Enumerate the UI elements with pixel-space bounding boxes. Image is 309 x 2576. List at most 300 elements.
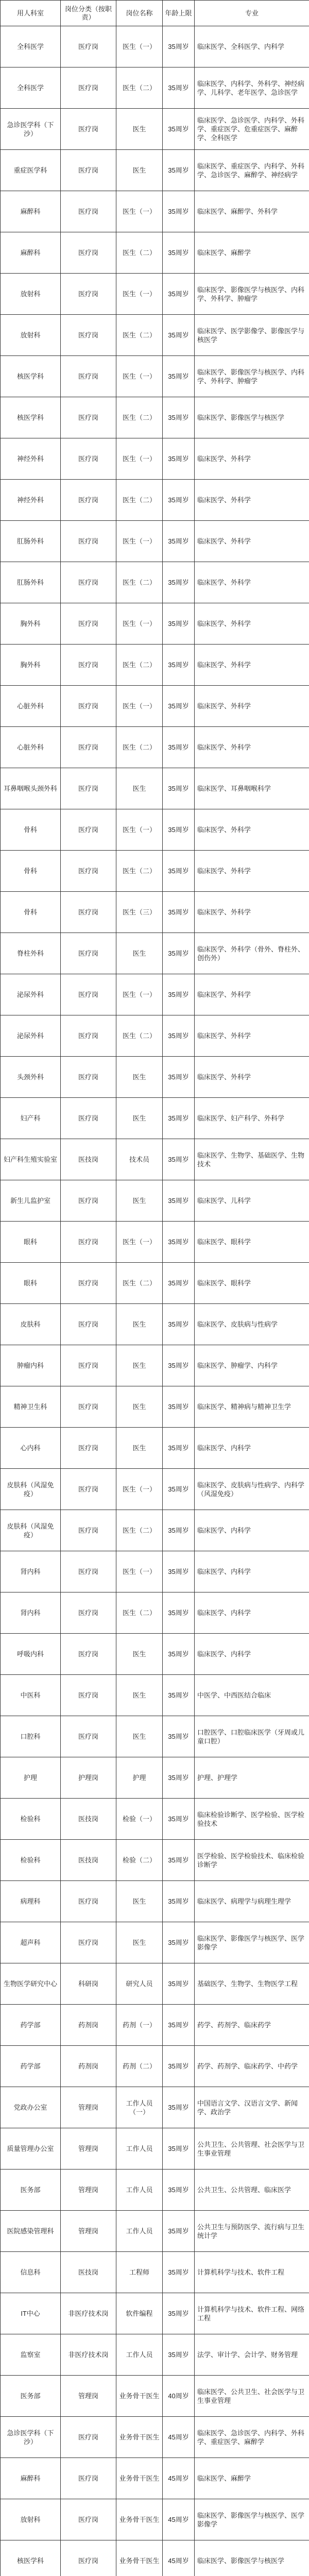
table-row xyxy=(1,2005,309,2046)
table-row xyxy=(1,1675,309,1716)
cell-position: 医生 xyxy=(116,1180,163,1222)
cell-major: 临床医学、全科医学、内科学 xyxy=(195,26,309,67)
cell-major: 公共卫生与预防医学、流行病与卫生统计学 xyxy=(195,2211,309,2252)
header-category: 岗位分类（按职责） xyxy=(61,1,116,26)
cell-position: 医生 xyxy=(116,1881,163,1922)
cell-category: 医疗岗 xyxy=(61,727,116,768)
cell-department: 胸外科 xyxy=(1,603,61,645)
table-row xyxy=(1,1386,309,1428)
cell-position: 护理 xyxy=(116,1757,163,1799)
cell-age-limit: 35周岁 xyxy=(163,150,195,191)
cell-department: 病理科 xyxy=(1,1881,61,1922)
cell-category: 医疗岗 xyxy=(61,67,116,109)
cell-age-limit: 35周岁 xyxy=(163,2087,195,2128)
cell-category: 医疗岗 xyxy=(61,1304,116,1345)
cell-category: 医疗岗 xyxy=(61,809,116,851)
cell-category: 药剂岗 xyxy=(61,2005,116,2046)
cell-age-limit: 35周岁 xyxy=(163,315,195,356)
cell-department: 药学部 xyxy=(1,2005,61,2046)
cell-major: 临床医学、外科学 xyxy=(195,521,309,562)
table-row xyxy=(1,562,309,603)
cell-category: 非医疗技术岗 xyxy=(61,2293,116,2334)
cell-department: 泌尿外科 xyxy=(1,1015,61,1057)
cell-category: 医疗岗 xyxy=(61,645,116,686)
cell-age-limit: 35周岁 xyxy=(163,1428,195,1469)
cell-major: 临床检验诊断学、医学检验、医学检验技术 xyxy=(195,1799,309,1840)
cell-major: 临床医学、儿科学 xyxy=(195,1180,309,1222)
cell-major: 临床医学、外科学 xyxy=(195,851,309,892)
header-department: 用人科室 xyxy=(1,1,61,26)
cell-age-limit: 35周岁 xyxy=(163,356,195,397)
cell-major: 临床医学、外科学 xyxy=(195,1015,309,1057)
cell-age-limit: 35周岁 xyxy=(163,851,195,892)
cell-major: 临床医学、精神病与精神卫生学 xyxy=(195,1386,309,1428)
cell-department: 中医科 xyxy=(1,1675,61,1716)
cell-position: 医生 xyxy=(116,1716,163,1757)
table-row xyxy=(1,438,309,480)
cell-major: 临床医学、肿瘤学、内科学 xyxy=(195,1345,309,1386)
cell-category: 医疗岗 xyxy=(61,562,116,603)
cell-age-limit: 35周岁 xyxy=(163,974,195,1015)
table-row xyxy=(1,150,309,191)
cell-age-limit: 35周岁 xyxy=(163,892,195,933)
cell-department: 麻醉科 xyxy=(1,191,61,232)
cell-department: 急诊医学科（下沙） xyxy=(1,2417,61,2458)
table-row xyxy=(1,1510,309,1551)
cell-department: 核医学科 xyxy=(1,397,61,438)
cell-position: 检验（二） xyxy=(116,1840,163,1881)
cell-department: 眼科 xyxy=(1,1263,61,1304)
cell-age-limit: 35周岁 xyxy=(163,686,195,727)
table-row xyxy=(1,1840,309,1881)
cell-age-limit: 35周岁 xyxy=(163,480,195,521)
header-age-limit: 年龄上限 xyxy=(163,1,195,26)
cell-position: 医生（二） xyxy=(116,232,163,274)
cell-category: 医疗岗 xyxy=(61,2540,116,2576)
cell-department: 心脏外科 xyxy=(1,727,61,768)
cell-major: 临床医学、外科学 xyxy=(195,727,309,768)
cell-major: 临床医学、影像医学与核医学、医学影像学 xyxy=(195,2499,309,2540)
cell-department: 检验科 xyxy=(1,1799,61,1840)
cell-major: 临床医学、影像医学与核医学、医学影像学 xyxy=(195,1922,309,1963)
table-row xyxy=(1,480,309,521)
cell-department: 肛肠外科 xyxy=(1,562,61,603)
cell-age-limit: 35周岁 xyxy=(163,1675,195,1716)
cell-position: 医生 xyxy=(116,1386,163,1428)
cell-major: 临床医学、麻醉学 xyxy=(195,2458,309,2499)
table-row xyxy=(1,191,309,232)
cell-major: 计算机科学与技术、软件工程、网络工程 xyxy=(195,2293,309,2334)
cell-major: 药学、药剂学、临床药学、中药学 xyxy=(195,2046,309,2087)
table-row xyxy=(1,2087,309,2128)
cell-major: 临床医学、外科学 xyxy=(195,809,309,851)
cell-category: 医疗岗 xyxy=(61,892,116,933)
cell-department: 骨科 xyxy=(1,851,61,892)
cell-major: 临床医学、生物学、基础医学、生物技术 xyxy=(195,1139,309,1180)
cell-department: 心脏外科 xyxy=(1,686,61,727)
header-major: 专业 xyxy=(195,1,309,26)
cell-department: 超声科 xyxy=(1,1922,61,1963)
cell-position: 工作人员 xyxy=(116,2211,163,2252)
cell-major: 公共卫生、公共管理、临床医学 xyxy=(195,2170,309,2211)
cell-category: 医疗岗 xyxy=(61,933,116,974)
cell-age-limit: 35周岁 xyxy=(163,2170,195,2211)
cell-age-limit: 35周岁 xyxy=(163,2128,195,2170)
cell-major: 临床医学、急诊医学、内科学、外科学、重症医学、危重症医学、麻醉学、全科医学 xyxy=(195,109,309,150)
cell-age-limit: 35周岁 xyxy=(163,274,195,315)
cell-department: 皮肤科（风湿免疫） xyxy=(1,1510,61,1551)
cell-category: 医疗岗 xyxy=(61,1345,116,1386)
cell-major: 临床医学、外科学 xyxy=(195,438,309,480)
cell-age-limit: 35周岁 xyxy=(163,2005,195,2046)
cell-category: 非医疗技术岗 xyxy=(61,2334,116,2376)
cell-age-limit: 35周岁 xyxy=(163,1757,195,1799)
table-row xyxy=(1,1469,309,1510)
cell-age-limit: 35周岁 xyxy=(163,2334,195,2376)
cell-department: 骨科 xyxy=(1,809,61,851)
cell-department: 口腔科 xyxy=(1,1716,61,1757)
cell-category: 医疗岗 xyxy=(61,2499,116,2540)
cell-position: 医生（一） xyxy=(116,438,163,480)
cell-major: 临床医学、外科学 xyxy=(195,974,309,1015)
cell-department: 肿瘤内科 xyxy=(1,1345,61,1386)
table-row xyxy=(1,2376,309,2417)
cell-major: 口腔医学、口腔临床医学（牙周或儿童口腔） xyxy=(195,1716,309,1757)
cell-position: 医生 xyxy=(116,109,163,150)
table-row xyxy=(1,2499,309,2540)
cell-category: 医疗岗 xyxy=(61,1551,116,1592)
cell-position: 医生（一） xyxy=(116,191,163,232)
cell-position: 医生 xyxy=(116,150,163,191)
cell-position: 业务骨干医生 xyxy=(116,2499,163,2540)
cell-position: 医生（二） xyxy=(116,645,163,686)
cell-department: 信息科 xyxy=(1,2252,61,2293)
cell-age-limit: 35周岁 xyxy=(163,603,195,645)
cell-major: 临床医学、重症医学、内科学、外科学、急诊医学、麻醉学、神经病学 xyxy=(195,150,309,191)
cell-major: 临床医学、影像医学与核医学、内科学、外科学、肿瘤学 xyxy=(195,356,309,397)
cell-category: 医疗岗 xyxy=(61,1222,116,1263)
cell-position: 医生（二） xyxy=(116,1263,163,1304)
table-row xyxy=(1,2417,309,2458)
cell-department: 药学部 xyxy=(1,2046,61,2087)
cell-age-limit: 35周岁 xyxy=(163,1098,195,1139)
cell-major: 临床医学、妇产科学、外科学 xyxy=(195,1098,309,1139)
cell-department: 核医学科 xyxy=(1,356,61,397)
cell-major: 中医学、中西医结合临床 xyxy=(195,1675,309,1716)
cell-department: 肛肠外科 xyxy=(1,521,61,562)
cell-category: 医疗岗 xyxy=(61,1592,116,1634)
cell-category: 医疗岗 xyxy=(61,2458,116,2499)
cell-age-limit: 45周岁 xyxy=(163,2417,195,2458)
cell-category: 医疗岗 xyxy=(61,603,116,645)
cell-major: 临床医学、麻醉学 xyxy=(195,232,309,274)
table-body xyxy=(1,26,309,2576)
cell-category: 医疗岗 xyxy=(61,397,116,438)
cell-department: 皮肤科 xyxy=(1,1304,61,1345)
cell-position: 医生（一） xyxy=(116,809,163,851)
cell-major: 临床医学、影像医学与核医学 xyxy=(195,397,309,438)
table-row xyxy=(1,1222,309,1263)
cell-major: 临床医学、外科学 xyxy=(195,603,309,645)
cell-department: 医务部 xyxy=(1,2170,61,2211)
table-row xyxy=(1,315,309,356)
cell-position: 医生 xyxy=(116,1634,163,1675)
cell-position: 医生（一） xyxy=(116,356,163,397)
cell-age-limit: 35周岁 xyxy=(163,1510,195,1551)
cell-position: 工作人员（一） xyxy=(116,2087,163,2128)
cell-department: 麻醉科 xyxy=(1,2458,61,2499)
table-row xyxy=(1,1098,309,1139)
cell-department: 头颈外科 xyxy=(1,1057,61,1098)
table-row xyxy=(1,2334,309,2376)
table-row xyxy=(1,1139,309,1180)
cell-category: 医技岗 xyxy=(61,1139,116,1180)
cell-position: 业务骨干医生 xyxy=(116,2458,163,2499)
cell-department: 呼吸内科 xyxy=(1,1634,61,1675)
cell-department: 检验科 xyxy=(1,1840,61,1881)
table-row xyxy=(1,1057,309,1098)
table-row xyxy=(1,67,309,109)
cell-age-limit: 35周岁 xyxy=(163,1304,195,1345)
cell-major: 药学、药剂学、临床药学 xyxy=(195,2005,309,2046)
cell-department: 麻醉科 xyxy=(1,232,61,274)
cell-age-limit: 35周岁 xyxy=(163,1634,195,1675)
table-row xyxy=(1,2211,309,2252)
cell-age-limit: 45周岁 xyxy=(163,2458,195,2499)
cell-position: 医生（二） xyxy=(116,851,163,892)
table-row xyxy=(1,2252,309,2293)
table-row xyxy=(1,1551,309,1592)
cell-department: 泌尿外科 xyxy=(1,974,61,1015)
cell-age-limit: 35周岁 xyxy=(163,1963,195,2005)
cell-position: 医生（一） xyxy=(116,603,163,645)
table-row xyxy=(1,26,309,67)
cell-major: 计算机科学与技术、软件工程 xyxy=(195,2252,309,2293)
cell-category: 医疗岗 xyxy=(61,1675,116,1716)
cell-department: 质量管理办公室 xyxy=(1,2128,61,2170)
table-row xyxy=(1,1634,309,1675)
cell-major: 临床医学、内科学 xyxy=(195,1634,309,1675)
cell-department: 新生儿监护室 xyxy=(1,1180,61,1222)
cell-position: 医生 xyxy=(116,768,163,809)
cell-category: 医疗岗 xyxy=(61,1716,116,1757)
cell-age-limit: 35周岁 xyxy=(163,2293,195,2334)
cell-position: 医生 xyxy=(116,1304,163,1345)
cell-department: 耳鼻咽喉头颈外科 xyxy=(1,768,61,809)
cell-category: 医疗岗 xyxy=(61,686,116,727)
cell-age-limit: 35周岁 xyxy=(163,768,195,809)
table-row xyxy=(1,232,309,274)
cell-position: 医生（二） xyxy=(116,397,163,438)
cell-major: 临床医学、麻醉学、外科学 xyxy=(195,191,309,232)
cell-age-limit: 35周岁 xyxy=(163,1799,195,1840)
cell-major: 临床医学、外科学 xyxy=(195,480,309,521)
cell-age-limit: 35周岁 xyxy=(163,562,195,603)
table-row xyxy=(1,2128,309,2170)
cell-age-limit: 35周岁 xyxy=(163,1345,195,1386)
table-row xyxy=(1,356,309,397)
cell-position: 医生 xyxy=(116,1922,163,1963)
cell-category: 管理岗 xyxy=(61,2376,116,2417)
cell-major: 临床医学、病理学与病理生理学 xyxy=(195,1881,309,1922)
table-row xyxy=(1,2458,309,2499)
cell-position: 研究人员 xyxy=(116,1963,163,2005)
cell-category: 医疗岗 xyxy=(61,1098,116,1139)
cell-age-limit: 35周岁 xyxy=(163,1716,195,1757)
cell-age-limit: 35周岁 xyxy=(163,1551,195,1592)
cell-category: 管理岗 xyxy=(61,2211,116,2252)
cell-major: 护理、护理学 xyxy=(195,1757,309,1799)
cell-age-limit: 35周岁 xyxy=(163,26,195,67)
cell-department: 胸外科 xyxy=(1,645,61,686)
cell-category: 管理岗 xyxy=(61,2087,116,2128)
cell-major: 临床医学、影像医学与核医学 xyxy=(195,2540,309,2576)
table-row xyxy=(1,1180,309,1222)
cell-major: 中国语言文学、汉语言文学、新闻学、政治学 xyxy=(195,2087,309,2128)
cell-position: 医生（一） xyxy=(116,1551,163,1592)
cell-major: 临床医学、皮肤病与性病学 xyxy=(195,1304,309,1345)
cell-department: 妇产科生殖实验室 xyxy=(1,1139,61,1180)
cell-category: 医技岗 xyxy=(61,1840,116,1881)
cell-major: 临床医学、内科学 xyxy=(195,1551,309,1592)
cell-age-limit: 45周岁 xyxy=(163,2540,195,2576)
table-row xyxy=(1,892,309,933)
cell-category: 医疗岗 xyxy=(61,1015,116,1057)
cell-category: 医疗岗 xyxy=(61,480,116,521)
cell-category: 科研岗 xyxy=(61,1963,116,2005)
cell-department: 脊柱外科 xyxy=(1,933,61,974)
table-row xyxy=(1,809,309,851)
cell-major: 临床医学、外科学 xyxy=(195,892,309,933)
table-row xyxy=(1,603,309,645)
cell-major: 公共卫生、公共管理、社会医学与卫生事业管理 xyxy=(195,2128,309,2170)
table-row xyxy=(1,1757,309,1799)
cell-major: 临床医学、影像医学与核医学、内科学、外科学、肿瘤学 xyxy=(195,274,309,315)
cell-age-limit: 35周岁 xyxy=(163,1222,195,1263)
table-row xyxy=(1,727,309,768)
cell-category: 医疗岗 xyxy=(61,438,116,480)
cell-age-limit: 35周岁 xyxy=(163,1469,195,1510)
table-row xyxy=(1,851,309,892)
cell-category: 药剂岗 xyxy=(61,2046,116,2087)
cell-age-limit: 35周岁 xyxy=(163,1881,195,1922)
table-header-row xyxy=(1,1,309,26)
cell-age-limit: 35周岁 xyxy=(163,1139,195,1180)
cell-age-limit: 35周岁 xyxy=(163,1180,195,1222)
cell-department: 眼科 xyxy=(1,1222,61,1263)
table-row xyxy=(1,645,309,686)
cell-age-limit: 35周岁 xyxy=(163,2252,195,2293)
cell-position: 医生（一） xyxy=(116,1469,163,1510)
table-row xyxy=(1,933,309,974)
cell-department: 神经外科 xyxy=(1,438,61,480)
cell-major: 临床医学、外科学 xyxy=(195,686,309,727)
cell-department: 监察室 xyxy=(1,2334,61,2376)
cell-major: 临床医学、皮肤病与性病学、内科学（风湿免疫） xyxy=(195,1469,309,1510)
cell-category: 医疗岗 xyxy=(61,232,116,274)
cell-position: 医生（一） xyxy=(116,1222,163,1263)
cell-major: 基础医学、生物学、生物医学工程 xyxy=(195,1963,309,2005)
cell-position: 医生 xyxy=(116,933,163,974)
cell-major: 临床医学、外科学 xyxy=(195,562,309,603)
cell-department: 党政办公室 xyxy=(1,2087,61,2128)
cell-department: 心内科 xyxy=(1,1428,61,1469)
cell-age-limit: 35周岁 xyxy=(163,1263,195,1304)
table-row xyxy=(1,274,309,315)
cell-major: 临床医学、急诊医学、内科学、外科学、重症医学、麻醉学 xyxy=(195,2417,309,2458)
cell-age-limit: 35周岁 xyxy=(163,521,195,562)
table-row xyxy=(1,2293,309,2334)
cell-major: 临床医学、眼科学 xyxy=(195,1222,309,1263)
cell-position: 医生（一） xyxy=(116,26,163,67)
cell-position: 医生（一） xyxy=(116,686,163,727)
cell-age-limit: 35周岁 xyxy=(163,727,195,768)
table-row xyxy=(1,686,309,727)
cell-age-limit: 35周岁 xyxy=(163,933,195,974)
table-row xyxy=(1,1881,309,1922)
cell-major: 临床医学、公共卫生、社会医学与卫生事业管理 xyxy=(195,2376,309,2417)
cell-major: 临床医学、内科学、外科学、神经病学、儿科学、老年医学、急诊医学 xyxy=(195,67,309,109)
cell-department: 医院感染管理科 xyxy=(1,2211,61,2252)
cell-position: 业务骨干医生 xyxy=(116,2376,163,2417)
cell-category: 医疗岗 xyxy=(61,356,116,397)
table-row xyxy=(1,1345,309,1386)
cell-department: 骨科 xyxy=(1,892,61,933)
cell-category: 医疗岗 xyxy=(61,1180,116,1222)
cell-department: 神经外科 xyxy=(1,480,61,521)
cell-age-limit: 35周岁 xyxy=(163,438,195,480)
table-row xyxy=(1,2046,309,2087)
cell-category: 医疗岗 xyxy=(61,109,116,150)
cell-department: 重症医学科 xyxy=(1,150,61,191)
table-row xyxy=(1,1963,309,2005)
cell-category: 医疗岗 xyxy=(61,274,116,315)
cell-age-limit: 35周岁 xyxy=(163,1922,195,1963)
cell-position: 医生 xyxy=(116,1098,163,1139)
cell-position: 医生（一） xyxy=(116,974,163,1015)
cell-category: 医疗岗 xyxy=(61,1510,116,1551)
cell-department: 全科医学 xyxy=(1,67,61,109)
cell-category: 医疗岗 xyxy=(61,191,116,232)
cell-category: 护理岗 xyxy=(61,1757,116,1799)
table-row xyxy=(1,1015,309,1057)
cell-department: 肾内科 xyxy=(1,1592,61,1634)
cell-age-limit: 35周岁 xyxy=(163,2211,195,2252)
cell-category: 医疗岗 xyxy=(61,150,116,191)
cell-major: 临床医学、外科学 xyxy=(195,1057,309,1098)
cell-department: 放射科 xyxy=(1,274,61,315)
cell-department: 护理 xyxy=(1,1757,61,1799)
cell-age-limit: 35周岁 xyxy=(163,2046,195,2087)
table-row xyxy=(1,1922,309,1963)
cell-category: 医疗岗 xyxy=(61,1881,116,1922)
table-row xyxy=(1,1263,309,1304)
table-row xyxy=(1,1716,309,1757)
table-row xyxy=(1,2170,309,2211)
table-row xyxy=(1,1592,309,1634)
cell-position: 医生（二） xyxy=(116,480,163,521)
cell-category: 医技岗 xyxy=(61,1799,116,1840)
cell-position: 医生（三） xyxy=(116,892,163,933)
cell-category: 医疗岗 xyxy=(61,521,116,562)
cell-department: IT中心 xyxy=(1,2293,61,2334)
cell-position: 医生 xyxy=(116,1428,163,1469)
cell-position: 医生 xyxy=(116,1345,163,1386)
cell-position: 医生（一） xyxy=(116,274,163,315)
table-row xyxy=(1,521,309,562)
cell-position: 医生 xyxy=(116,1057,163,1098)
cell-age-limit: 35周岁 xyxy=(163,645,195,686)
